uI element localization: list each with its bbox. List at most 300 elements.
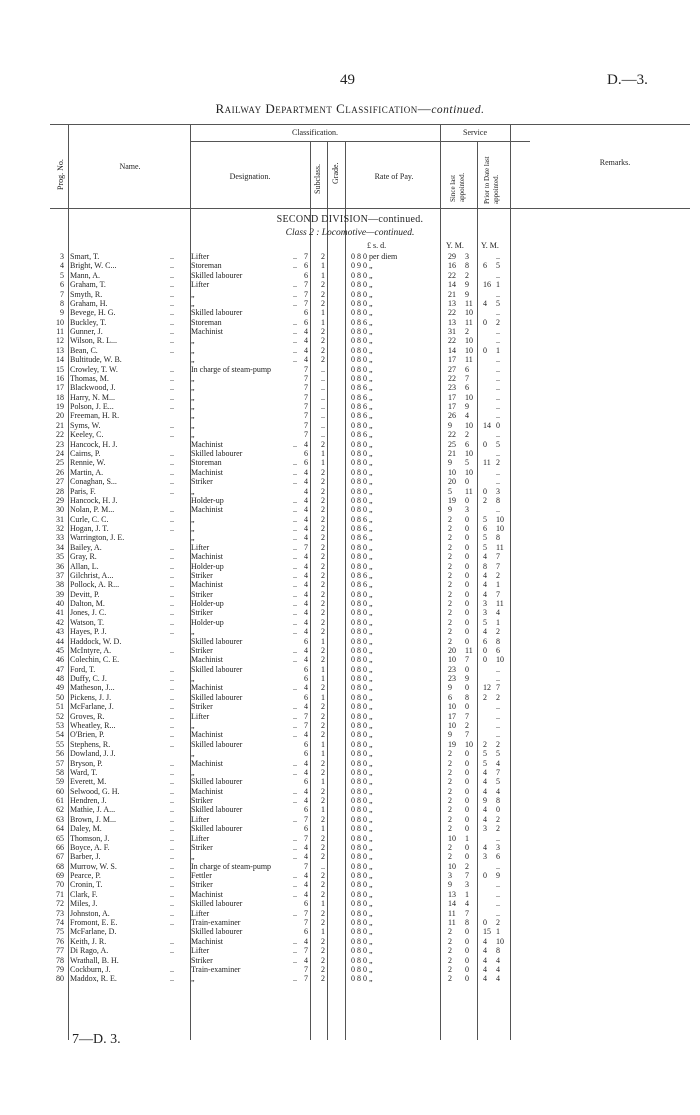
designation-cell: Striker — [191, 589, 213, 599]
since-years: 23 — [448, 664, 456, 674]
prior-years: 6 — [483, 636, 487, 646]
rate-of-pay-cell: 0 8 0 „ — [351, 824, 373, 834]
since-years: 31 — [448, 327, 456, 337]
since-years: 2 — [448, 617, 452, 627]
prior-months: 5 — [496, 777, 500, 787]
prior-years: 4 — [483, 964, 487, 974]
table-row — [0, 872, 700, 881]
subclass-cell: 4 — [304, 702, 308, 712]
name-cell: Everett, M. — [70, 777, 107, 787]
designation-cell: „ — [191, 345, 195, 355]
name-cell: Allan, L. — [70, 561, 99, 571]
prior-years: 5 — [483, 542, 487, 552]
name-cell: Gunner, J. — [70, 327, 103, 337]
since-years: 9 — [448, 683, 452, 693]
designation-cell: „ — [191, 524, 195, 534]
class-line: Class 2 : Locomotive—continued. — [285, 228, 415, 238]
table-row — [0, 760, 700, 769]
prior-years: 5 — [483, 749, 487, 759]
prior-months: .. — [496, 730, 500, 740]
leader-dots: .. — [170, 889, 174, 899]
subclass-cell: 4 — [304, 955, 308, 965]
grade-cell: 2 — [321, 880, 325, 890]
since-months: 0 — [465, 533, 469, 543]
since-months: 10 — [465, 336, 473, 346]
subclass-cell: 7 — [304, 298, 308, 308]
name-cell: Watson, T. — [70, 617, 104, 627]
prog-no: 5 — [60, 270, 64, 280]
designation-cell: „ — [191, 298, 195, 308]
leader-dots: .. — [170, 842, 174, 852]
leader-dots: .. — [293, 355, 297, 365]
since-months: 0 — [465, 758, 469, 768]
leader-dots: .. — [170, 758, 174, 768]
name-cell: Pickens, J. J. — [70, 692, 112, 702]
prior-months: .. — [496, 899, 500, 909]
rate-of-pay-cell: 0 8 0 „ — [351, 552, 373, 562]
rate-of-pay-cell: 0 8 0 „ — [351, 749, 373, 759]
table-row — [0, 938, 700, 947]
grade-cell: 2 — [321, 852, 325, 862]
name-cell: Johnston, A. — [70, 908, 110, 918]
rate-of-pay-cell: 0 8 6 „ — [351, 402, 373, 412]
prior-years: 2 — [483, 739, 487, 749]
since-months: 6 — [465, 383, 469, 393]
prior-months: 2 — [496, 627, 500, 637]
since-months: 7 — [465, 711, 469, 721]
prior-years: 15 — [483, 927, 491, 937]
prog-no: 54 — [56, 730, 64, 740]
since-years: 16 — [448, 261, 456, 271]
leader-dots: .. — [170, 664, 174, 674]
prog-no: 28 — [56, 486, 64, 496]
rate-of-pay-cell: 0 8 6 „ — [351, 411, 373, 421]
subclass-cell: 4 — [304, 627, 308, 637]
rate-of-pay-cell: 0 8 0 „ — [351, 711, 373, 721]
since-months: 0 — [465, 777, 469, 787]
prog-no: 6 — [60, 280, 64, 290]
rate-of-pay-cell: 0 8 6 „ — [351, 524, 373, 534]
prog-no: 66 — [56, 842, 64, 852]
subclass-cell: 6 — [304, 749, 308, 759]
prior-years: 4 — [483, 570, 487, 580]
since-months: 3 — [465, 880, 469, 890]
designation-cell: Holder-up — [191, 561, 224, 571]
leader-dots: .. — [170, 345, 174, 355]
since-years: 2 — [448, 570, 452, 580]
rate-of-pay-cell: 0 8 0 „ — [351, 833, 373, 843]
designation-cell: „ — [191, 721, 195, 730]
leader-dots: .. — [170, 373, 174, 383]
rate-of-pay-cell: 0 8 0 „ — [351, 589, 373, 599]
grade-cell: 1 — [321, 317, 325, 327]
prog-no: 72 — [56, 899, 64, 909]
subclass-cell: 7 — [304, 833, 308, 843]
grade-cell: 2 — [321, 608, 325, 618]
prior-months: .. — [496, 308, 500, 318]
since-months: 11 — [465, 645, 473, 655]
subclass-cell: 6 — [304, 270, 308, 280]
header-top-rule — [50, 124, 690, 125]
designation-cell: Machinist — [191, 467, 223, 477]
subclass-cell: 7 — [304, 861, 308, 871]
prior-years: 4 — [483, 936, 487, 946]
designation-cell: Machinist — [191, 786, 223, 796]
name-cell: Smyth, R. — [70, 289, 103, 299]
prog-no: 8 — [60, 298, 64, 308]
since-years: 26 — [448, 411, 456, 421]
name-cell: Polson, J. E... — [70, 402, 114, 412]
prior-months: 4 — [496, 974, 500, 984]
leader-dots: .. — [170, 252, 174, 261]
leader-dots: .. — [293, 599, 297, 609]
grade-cell: 2 — [321, 336, 325, 346]
table-row — [0, 684, 700, 693]
leader-dots: .. — [293, 711, 297, 721]
prior-months: 8 — [496, 796, 500, 806]
since-months: 4 — [465, 899, 469, 909]
grade-cell: 2 — [321, 467, 325, 477]
header-bottom-rule — [50, 208, 690, 209]
since-months: 0 — [465, 552, 469, 562]
subclass-cell: 4 — [304, 355, 308, 365]
since-years: 19 — [448, 739, 456, 749]
since-months: 0 — [465, 570, 469, 580]
since-months: 10 — [465, 448, 473, 458]
name-cell: Dalton, M. — [70, 599, 105, 609]
leader-dots: .. — [293, 524, 297, 534]
rate-of-pay-cell: 0 8 0 „ — [351, 505, 373, 515]
name-cell: Wheatley, R... — [70, 721, 116, 730]
table-row — [0, 525, 700, 534]
since-months: 0 — [465, 542, 469, 552]
name-cell: Freeman, H. R. — [70, 411, 120, 421]
prior-months: 7 — [496, 589, 500, 599]
leader-dots: .. — [170, 261, 174, 271]
prior-months: .. — [496, 674, 500, 684]
leader-dots: .. — [293, 889, 297, 899]
grade-cell: .. — [321, 411, 325, 421]
subclass-cell: 4 — [304, 617, 308, 627]
designation-cell: „ — [191, 392, 195, 402]
subclass-cell: 4 — [304, 467, 308, 477]
leader-dots: .. — [293, 767, 297, 777]
page-title — [0, 101, 700, 117]
leader-dots: .. — [170, 814, 174, 824]
table-row — [0, 750, 700, 759]
designation-cell: Holder-up — [191, 617, 224, 627]
leader-dots: .. — [293, 261, 297, 271]
grade-cell: 1 — [321, 692, 325, 702]
prior-years: 0 — [483, 917, 487, 927]
prior-years: 4 — [483, 842, 487, 852]
name-cell: Gilchrist, A... — [70, 570, 114, 580]
prior-years: 4 — [483, 552, 487, 562]
table-row — [0, 638, 700, 647]
grade-cell: 2 — [321, 871, 325, 881]
rate-of-pay-cell: 0 8 0 „ — [351, 899, 373, 909]
name-cell: Pearce, P. — [70, 871, 101, 881]
prior-months: 1 — [496, 280, 500, 290]
prior-months: 7 — [496, 561, 500, 571]
name-cell: Murrow, W. S. — [70, 861, 117, 871]
prior-years: 4 — [483, 589, 487, 599]
since-years: 19 — [448, 495, 456, 505]
name-cell: Wrathall, B. H. — [70, 955, 119, 965]
since-years: 10 — [448, 861, 456, 871]
designation-cell: „ — [191, 355, 195, 365]
since-months: 2 — [465, 327, 469, 337]
table-row — [0, 356, 700, 365]
since-years: 17 — [448, 402, 456, 412]
leader-dots: .. — [170, 589, 174, 599]
since-months: 3 — [465, 252, 469, 261]
since-months: 1 — [465, 889, 469, 899]
subclass-cell: 4 — [304, 599, 308, 609]
prog-no: 79 — [56, 964, 64, 974]
name-cell: Harry, N. M... — [70, 392, 116, 402]
rate-of-pay-cell: 0 8 0 „ — [351, 495, 373, 505]
table-row — [0, 863, 700, 872]
prior-months: .. — [496, 392, 500, 402]
prior-years: 16 — [483, 280, 491, 290]
table-row — [0, 694, 700, 703]
rate-of-pay-cell: 0 8 6 „ — [351, 533, 373, 543]
header-since-last: Since last appointed. — [449, 172, 466, 202]
header-subclass: Subclass. — [313, 164, 322, 194]
designation-cell: In charge of steam-pump — [191, 861, 272, 871]
leader-dots: .. — [293, 561, 297, 571]
since-months: 8 — [465, 261, 469, 271]
prior-years: 0 — [483, 439, 487, 449]
prior-months: .. — [496, 908, 500, 918]
leader-dots: .. — [170, 899, 174, 909]
designation-cell: Lifter — [191, 280, 210, 290]
since-months: 11 — [465, 355, 473, 365]
since-months: 0 — [465, 495, 469, 505]
since-years: 6 — [448, 692, 452, 702]
since-years: 11 — [448, 917, 456, 927]
grade-cell: 2 — [321, 561, 325, 571]
grade-cell: 2 — [321, 917, 325, 927]
since-months: 0 — [465, 767, 469, 777]
since-months: 0 — [465, 936, 469, 946]
rate-of-pay-cell: 0 8 0 „ — [351, 955, 373, 965]
since-months: 0 — [465, 974, 469, 984]
grade-cell: .. — [321, 383, 325, 393]
designation-cell: Striker — [191, 645, 213, 655]
grade-cell: 2 — [321, 767, 325, 777]
grade-cell: 2 — [321, 627, 325, 637]
prog-no: 57 — [56, 758, 64, 768]
name-cell: Crowley, T. W. — [70, 364, 118, 374]
designation-cell: Lifter — [191, 833, 210, 843]
leader-dots: .. — [293, 814, 297, 824]
name-cell: Di Rago, A. — [70, 946, 109, 956]
rate-of-pay-cell: 0 8 6 „ — [351, 383, 373, 393]
since-months: 0 — [465, 927, 469, 937]
grade-cell: 2 — [321, 533, 325, 543]
table-row — [0, 431, 700, 440]
name-cell: Keeley, C. — [70, 430, 104, 440]
designation-cell: Skilled labourer — [191, 899, 243, 909]
rate-of-pay-cell: 0 8 0 „ — [351, 767, 373, 777]
leader-dots: .. — [170, 542, 174, 552]
since-years: 27 — [448, 364, 456, 374]
leader-dots: .. — [170, 383, 174, 393]
prog-no: 68 — [56, 861, 64, 871]
designation-cell: „ — [191, 420, 195, 430]
prior-years: 0 — [483, 655, 487, 665]
leader-dots: .. — [293, 327, 297, 337]
designation-cell: Striker — [191, 702, 213, 712]
leader-dots: .. — [293, 289, 297, 299]
name-cell: Clark, F. — [70, 889, 98, 899]
since-months: 0 — [465, 805, 469, 815]
prior-years: 3 — [483, 599, 487, 609]
header-name: Name. — [119, 162, 141, 171]
since-years: 2 — [448, 927, 452, 937]
leader-dots: .. — [170, 908, 174, 918]
prior-months: 9 — [496, 871, 500, 881]
table-row — [0, 769, 700, 778]
grade-cell: 2 — [321, 495, 325, 505]
designation-cell: „ — [191, 514, 195, 524]
since-years: 13 — [448, 889, 456, 899]
rate-of-pay-cell: 0 8 0 „ — [351, 974, 373, 984]
leader-dots: .. — [170, 917, 174, 927]
table-row — [0, 713, 700, 722]
since-months: 7 — [465, 871, 469, 881]
name-cell: Keith, J. R. — [70, 936, 107, 946]
leader-dots: .. — [293, 505, 297, 515]
prior-years: 0 — [483, 317, 487, 327]
name-cell: Bryson, P. — [70, 758, 103, 768]
designation-cell: In charge of steam-pump — [191, 364, 272, 374]
prog-no: 42 — [56, 617, 64, 627]
leader-dots: .. — [293, 477, 297, 487]
prog-no: 73 — [56, 908, 64, 918]
grade-cell: 2 — [321, 355, 325, 365]
leader-dots: .. — [170, 402, 174, 412]
since-years: 2 — [448, 852, 452, 862]
table-row — [0, 262, 700, 271]
grade-cell: .. — [321, 420, 325, 430]
prog-no: 25 — [56, 458, 64, 468]
prior-months: 7 — [496, 767, 500, 777]
name-cell: Fromont, E. E. — [70, 917, 118, 927]
designation-cell: Holder-up — [191, 599, 224, 609]
subclass-cell: 7 — [304, 721, 308, 730]
designation-cell: Train-examiner — [191, 917, 241, 927]
since-months: 10 — [465, 420, 473, 430]
prog-no: 71 — [56, 889, 64, 899]
since-years: 14 — [448, 899, 456, 909]
prior-months: 8 — [496, 946, 500, 956]
subclass-cell: 7 — [304, 974, 308, 984]
grade-cell: 1 — [321, 927, 325, 937]
name-cell: Paris, F. — [70, 486, 96, 496]
subclass-cell: 4 — [304, 524, 308, 534]
prog-no: 30 — [56, 505, 64, 515]
grade-cell: 1 — [321, 636, 325, 646]
leader-dots: .. — [170, 298, 174, 308]
prior-months: 6 — [496, 645, 500, 655]
rate-of-pay-cell: 0 8 0 per diem — [351, 252, 398, 261]
name-cell: Wilson, R. L... — [70, 336, 118, 346]
since-years: 2 — [448, 824, 452, 834]
subclass-cell: 7 — [304, 542, 308, 552]
prior-months: .. — [496, 289, 500, 299]
since-months: 11 — [465, 486, 473, 496]
rate-of-pay-cell: 0 8 0 „ — [351, 270, 373, 280]
leader-dots: .. — [170, 946, 174, 956]
rate-of-pay-cell: 0 8 0 „ — [351, 814, 373, 824]
leader-dots: .. — [170, 477, 174, 487]
rate-of-pay-cell: 0 8 6 „ — [351, 317, 373, 327]
prior-months: 11 — [496, 542, 504, 552]
prior-months: 3 — [496, 842, 500, 852]
designation-cell: „ — [191, 430, 195, 440]
since-years: 2 — [448, 599, 452, 609]
header-grade: Grade. — [331, 162, 340, 184]
leader-dots: .. — [170, 524, 174, 534]
since-months: 0 — [465, 814, 469, 824]
prog-no: 41 — [56, 608, 64, 618]
name-cell: Smart, T. — [70, 252, 100, 261]
designation-cell: „ — [191, 336, 195, 346]
since-months: 9 — [465, 674, 469, 684]
table-row — [0, 591, 700, 600]
table-row — [0, 628, 700, 637]
table-row — [0, 281, 700, 290]
subclass-cell: 7 — [304, 402, 308, 412]
prog-no: 78 — [56, 955, 64, 965]
prior-months: 3 — [496, 486, 500, 496]
grade-cell: 2 — [321, 814, 325, 824]
leader-dots: .. — [170, 964, 174, 974]
leader-dots: .. — [293, 683, 297, 693]
designation-cell: Striker — [191, 477, 213, 487]
grade-cell: 1 — [321, 739, 325, 749]
rate-of-pay-cell: 0 8 0 „ — [351, 664, 373, 674]
name-cell: Nolan, P. M... — [70, 505, 115, 515]
since-years: 21 — [448, 448, 456, 458]
leader-dots: .. — [170, 739, 174, 749]
prior-years: 11 — [483, 458, 491, 468]
prog-no: 50 — [56, 692, 64, 702]
subclass-cell: 7 — [304, 946, 308, 956]
prior-months: .. — [496, 411, 500, 421]
header-prog-no: Prog. No. — [56, 159, 65, 190]
subclass-cell: 7 — [304, 373, 308, 383]
since-years: 2 — [448, 580, 452, 590]
since-months: 0 — [465, 964, 469, 974]
units-since: Y. M. — [446, 241, 464, 250]
prog-no: 19 — [56, 402, 64, 412]
prior-years: 0 — [483, 345, 487, 355]
rate-of-pay-cell: 0 8 0 „ — [351, 674, 373, 684]
table-row — [0, 581, 700, 590]
table-row — [0, 881, 700, 890]
name-cell: Daley, M. — [70, 824, 102, 834]
table-row — [0, 619, 700, 628]
designation-cell: Fettler — [191, 871, 212, 881]
designation-cell: „ — [191, 767, 195, 777]
subclass-cell: 4 — [304, 645, 308, 655]
leader-dots: .. — [293, 552, 297, 562]
leader-dots: .. — [170, 702, 174, 712]
